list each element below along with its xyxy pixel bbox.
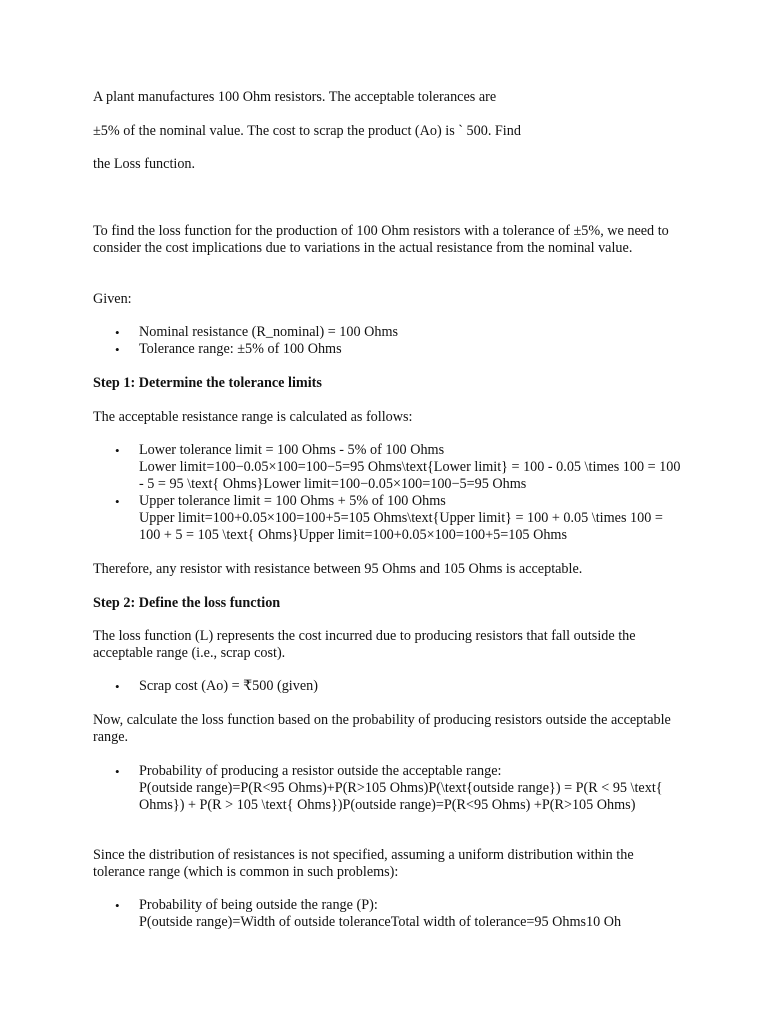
step2-heading: Step 2: Define the loss function <box>93 595 281 611</box>
outside-range-list <box>93 897 683 931</box>
bullet-icon: • <box>115 679 120 694</box>
outside-range-label: Probability of being outside the range (P): <box>139 897 378 913</box>
intro-paragraph: To find the loss function for the production of 100 Ohm resistors with a tolerance of ±5%, we need to consider the cost implications due to variations in the actual resistance from the nominal value. <box>93 223 669 256</box>
probability-formula: P(outside range)=P(R<95 Ohms)+P(R>105 Ohms)P(\text{outside range}) = P(R < 95 \text{ Ohms}) + P(R > 105 \text{ Ohms})P(outside range)=P(R<95 Ohms) +P(R>105 Ohms) <box>139 780 663 813</box>
list-item: • Tolerance range: ±5% of 100 Ohms <box>115 341 342 357</box>
question-line-1: A plant manufactures 100 Ohm resistors. The acceptable tolerances are <box>93 89 497 105</box>
probability-list <box>93 763 683 814</box>
step1-heading: Step 1: Determine the tolerance limits <box>93 375 322 391</box>
bullet-icon: • <box>115 494 120 509</box>
lower-limit-formula: Lower limit=100−0.05×100=100−5=95 Ohms\text{Lower limit} = 100 - 0.05 \times 100 = 100 - 5 = 95 \text{ Ohms}Lower limit=100−0.05×100=100−5=95 Ohms <box>139 459 681 492</box>
bullet-icon: • <box>115 342 120 357</box>
upper-limit-formula: Upper limit=100+0.05×100=100+5=105 Ohms\text{Upper limit} = 100 + 0.05 \times 100 = 100 + 5 = 105 \text{ Ohms}Upper limit=100+0.05×100=100+5=105 Ohms <box>139 510 663 543</box>
outside-range-formula: P(outside range)=Width of outside toleranceTotal width of tolerance=95 Ohms10 Oh <box>139 914 622 930</box>
probability-label: Probability of producing a resistor outside the acceptable range: <box>139 763 502 779</box>
step1-text: The acceptable resistance range is calculated as follows: <box>93 409 413 425</box>
step1-conclusion: Therefore, any resistor with resistance between 95 Ohms and 105 Ohms is acceptable. <box>93 561 583 577</box>
question-line-3: the Loss function. <box>93 156 196 172</box>
lower-limit-label: Lower tolerance limit = 100 Ohms - 5% of 100 Ohms <box>139 442 445 458</box>
given-heading: Given: <box>93 291 132 307</box>
step2-text-3: Since the distribution of resistances is not specified, assuming a uniform distribution within the tolerance range (which is common in such problems): <box>93 847 634 880</box>
scrap-cost-list <box>93 678 683 695</box>
bullet-icon: • <box>115 764 120 779</box>
list-item <box>93 763 683 814</box>
bullet-icon: • <box>115 898 120 913</box>
bullet-icon: • <box>115 325 120 340</box>
list-item <box>93 493 683 544</box>
list-item: • Scrap cost (Ao) = ₹500 (given) <box>115 678 318 694</box>
question-line-2: ±5% of the nominal value. The cost to scrap the product (Ao) is ` 500. Find <box>93 123 521 139</box>
step2-text: The loss function (L) represents the cost incurred due to producing resistors that fall outside the acceptable range (i.e., scrap cost). <box>93 628 636 661</box>
list-item <box>93 897 683 931</box>
list-item <box>93 442 683 493</box>
list-item: • Nominal resistance (R_nominal) = 100 Ohms <box>115 324 398 340</box>
given-list <box>93 324 683 358</box>
step1-list <box>93 442 683 544</box>
bullet-icon: • <box>115 443 120 458</box>
upper-limit-label: Upper tolerance limit = 100 Ohms + 5% of 100 Ohms <box>139 493 446 509</box>
step2-text-2: Now, calculate the loss function based on the probability of producing resistors outside the acceptable range. <box>93 712 671 745</box>
